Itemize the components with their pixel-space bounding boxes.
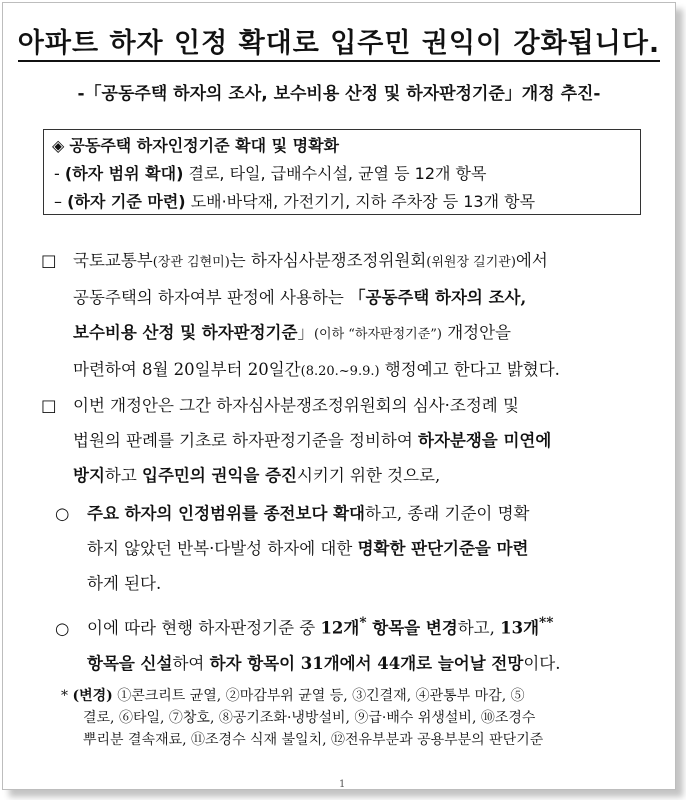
bullet-scope-expansion: ○ 주요 하자의 인정범위를 종전보다 확대하고, 종래 기준이 명확 하지 않았던 반복·다발성 하자에 대한 명확한 판단기준을 마련 하게 된다. xyxy=(55,496,655,601)
square-bullet-icon: □ xyxy=(41,251,57,270)
page-title xyxy=(3,21,675,60)
title-text: 아파트 하자 인정 확대로 입주민 권익이 강화됩니다. xyxy=(18,28,660,62)
circle-bullet-icon: ○ xyxy=(55,618,70,638)
circle-bullet-icon: ○ xyxy=(55,504,70,523)
diamond-icon: ◈ xyxy=(52,136,65,155)
footnote-changes: * (변경) ①콘크리트 균열, ②마감부위 균열 등, ③긴결재, ④관통부 마감, ⑤ 결로, ⑥타일, ⑦창호, ⑧공기조화·냉방설비, ⑨급·배수 위생설비, ⑩조경수 뿌리분 결속재료, ⑪조경수 식재 불일치, ⑫전유부분과 공용부분의 판단기준 xyxy=(61,688,544,748)
summary-box xyxy=(43,129,641,215)
page-number: 1 xyxy=(339,779,346,790)
square-bullet-icon: □ xyxy=(41,396,57,415)
paragraph-announcement: □ 국토교통부(장관 김현미)는 하자심사분쟁조정위원회(위원장 길기관)에서 공동주택의 하자여부 판정에 사용하는 「공동주택 하자의 조사, 보수비용 산정 및 하자판정기준」(이하 “하자판정기준”) 개정안을 마련하여 8월 20일부터 20일간(8.20.~9.9.) 행정예고 한다고 밝혔다. xyxy=(41,243,653,389)
asterisk-marker: * xyxy=(61,688,68,704)
summary-heading: ◈ 공동주택 하자인정기준 확대 및 명확화 xyxy=(52,136,339,155)
summary-item-scope: - (하자 범위 확대) 결로, 타일, 급배수시설, 균열 등 12개 항목 xyxy=(54,164,487,183)
document-page xyxy=(2,2,676,790)
paragraph-purpose: □ 이번 개정안은 그간 하자심사분쟁조정위원회의 심사·조정례 및 법원의 판례를 기초로 하자판정기준을 정비하여 하자분쟁을 미연에 방지하고 입주민의 권익을 증진시키기 위한 것으로, xyxy=(41,388,653,493)
summary-item-standard: – (하자 기준 마련) 도배·바닥재, 가전기기, 지하 주차장 등 13개 항목 xyxy=(54,192,536,211)
page-subtitle: -「공동주택 하자의 조사, 보수비용 산정 및 하자판정기준」개정 추진- xyxy=(77,84,601,104)
bullet-item-changes: ○ 이에 따라 현행 하자판정기준 중 12개* 항목을 변경하고, 13개** 항목을 신설하여 하자 항목이 31개에서 44개로 늘어날 전망이다. xyxy=(55,606,655,681)
